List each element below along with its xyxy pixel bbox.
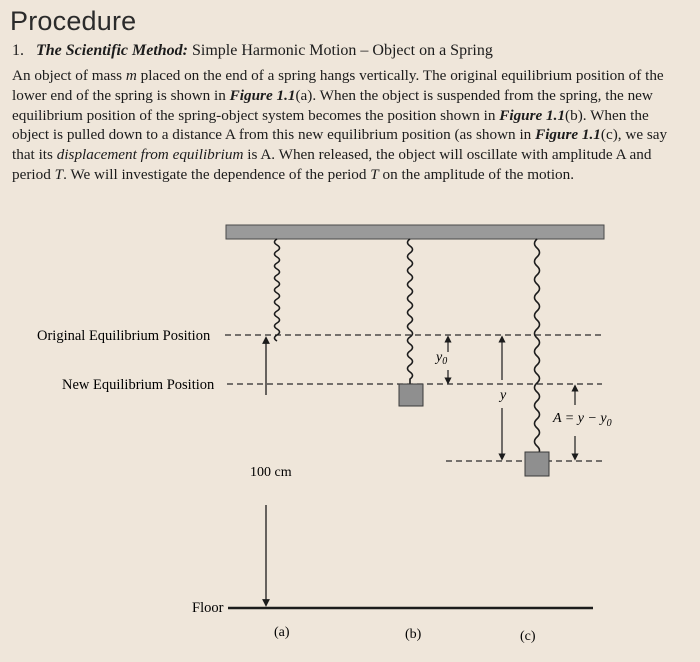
panel-label-a: (a) [274, 625, 290, 640]
amplitude-label: $A = y - y_0$ [553, 411, 612, 429]
y0-label: $y_0$ [436, 350, 448, 367]
figure-ref-c: Figure 1.1 [535, 126, 601, 144]
distance-label: 100 cm [250, 465, 292, 480]
text-run: An object of mass [12, 67, 126, 84]
page-heading: Procedure [10, 6, 137, 36]
panel-label-c: (c) [520, 629, 536, 644]
text-run: placed on the end of a spring hangs vertically. The original equilibrium position of the lower end of the spring is shown in [12, 67, 664, 104]
text-run: , we say that its [12, 126, 668, 164]
emphasis-text: displacement from equilibrium [56, 146, 244, 164]
mass-block-b [399, 384, 423, 406]
text-run: on the amplitude of the motion. [378, 165, 575, 183]
panel-label-b: (b) [405, 627, 422, 642]
figure-ref-a: Figure 1.1 [229, 86, 296, 104]
text-run: . When the object is pulled down to a distance A from this new equilibrium position (as shown in [12, 106, 649, 144]
new-equilibrium-label: New Equilibrium Position [62, 377, 215, 393]
original-equilibrium-label: Original Equilibrium Position [37, 328, 211, 344]
spring-c [535, 239, 540, 467]
text-run: . When the object is suspended from the spring, the new equilibrium position of the spring-object system becomes the position shown in [12, 86, 653, 124]
spring-a [275, 239, 280, 341]
ceiling-support [226, 225, 604, 239]
section-subtitle: Simple Harmonic Motion – Object on a Spring [187, 42, 493, 59]
section-title-italic: The Scientific Method: [36, 42, 188, 59]
mass-symbol: m [125, 67, 137, 84]
y-label: y [500, 388, 507, 403]
section-number: 1. [12, 42, 24, 59]
text-run: . We will investigate the dependence of the period [63, 165, 371, 183]
figure-ref-c-suffix: (c) [600, 126, 618, 144]
spring-b [408, 239, 413, 385]
period-symbol: T [370, 165, 379, 183]
figure-ref-a-suffix: (a) [295, 86, 313, 104]
figure-ref-b: Figure 1.1 [499, 106, 566, 124]
floor-label: Floor [192, 600, 224, 616]
mass-block-c [525, 452, 549, 476]
period-symbol: T [54, 165, 64, 183]
figure-ref-b-suffix: (b) [565, 106, 583, 124]
text-run: is A. When released, the object will oscillate with amplitude A and period [12, 146, 652, 183]
